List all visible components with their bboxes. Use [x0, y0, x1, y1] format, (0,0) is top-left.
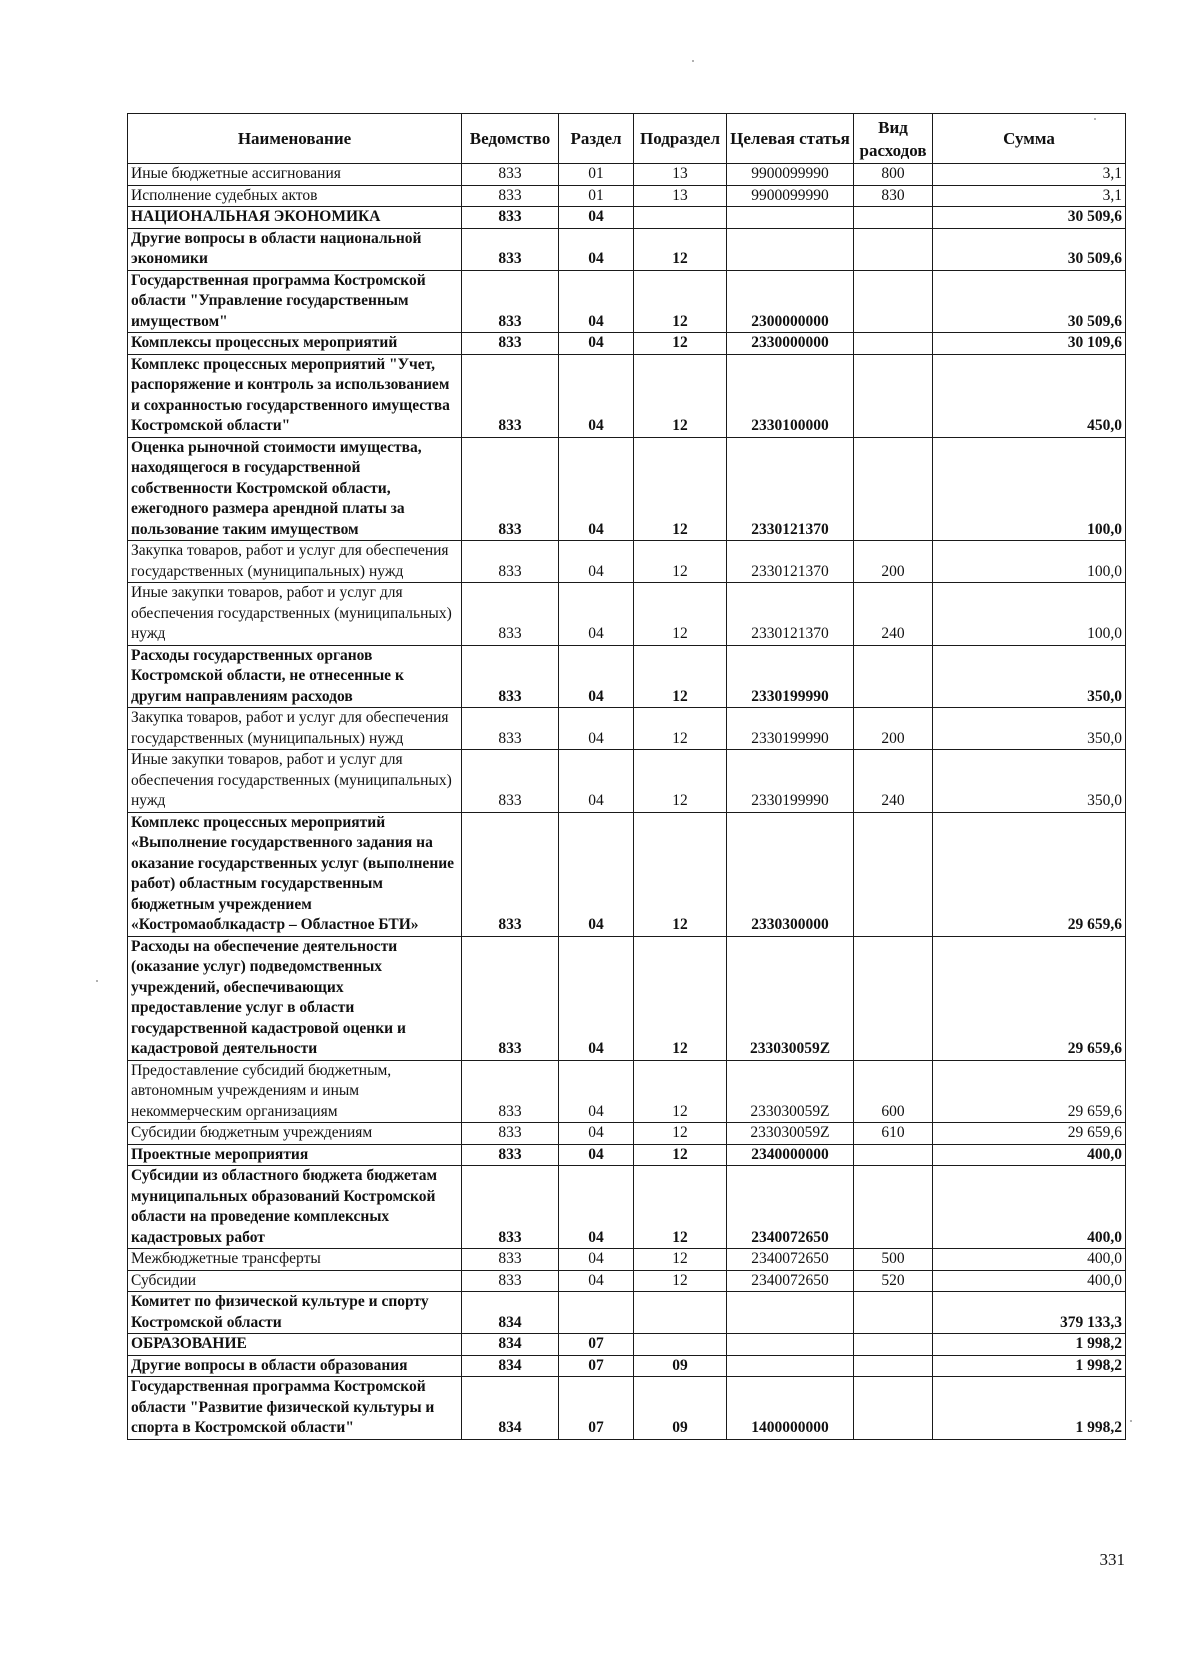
cell-subsection	[634, 1292, 727, 1334]
cell-sum: 400,0	[933, 1144, 1126, 1166]
header-dept: Ведомство	[462, 114, 559, 164]
table-row	[128, 1292, 1126, 1334]
cell-kind: 800	[854, 164, 933, 186]
table-row	[128, 541, 1126, 583]
cell-name: Исполнение судебных актов	[128, 185, 462, 207]
cell-target	[727, 207, 854, 229]
cell-dept: 834	[462, 1355, 559, 1377]
cell-section: 04	[559, 750, 634, 813]
cell-section: 04	[559, 270, 634, 333]
cell-target: 2340072650	[727, 1270, 854, 1292]
cell-dept: 833	[462, 936, 559, 1060]
cell-dept: 833	[462, 1123, 559, 1145]
cell-target	[727, 1355, 854, 1377]
cell-name: ОБРАЗОВАНИЕ	[128, 1334, 462, 1356]
table-row	[128, 1060, 1126, 1123]
cell-dept: 833	[462, 812, 559, 936]
cell-name: Проектные мероприятия	[128, 1144, 462, 1166]
cell-kind	[854, 333, 933, 355]
header-section: Раздел	[559, 114, 634, 164]
cell-target: 2330199990	[727, 645, 854, 708]
cell-target	[727, 1292, 854, 1334]
cell-subsection: 12	[634, 812, 727, 936]
cell-target	[727, 228, 854, 270]
cell-kind: 830	[854, 185, 933, 207]
cell-subsection: 12	[634, 1166, 727, 1249]
cell-kind: 200	[854, 708, 933, 750]
cell-sum: 29 659,6	[933, 1060, 1126, 1123]
cell-dept: 833	[462, 1166, 559, 1249]
cell-sum: 400,0	[933, 1166, 1126, 1249]
cell-name: Иные бюджетные ассигнования	[128, 164, 462, 186]
table-row	[128, 228, 1126, 270]
cell-dept: 833	[462, 270, 559, 333]
cell-subsection: 13	[634, 164, 727, 186]
cell-subsection	[634, 1334, 727, 1356]
cell-kind: 520	[854, 1270, 933, 1292]
cell-section: 04	[559, 541, 634, 583]
cell-target: 2340072650	[727, 1166, 854, 1249]
table-row	[128, 333, 1126, 355]
cell-sum: 29 659,6	[933, 812, 1126, 936]
cell-sum: 30 509,6	[933, 270, 1126, 333]
cell-name: Субсидии бюджетным учреждениям	[128, 1123, 462, 1145]
cell-section: 04	[559, 207, 634, 229]
table-row	[128, 354, 1126, 437]
cell-kind	[854, 1166, 933, 1249]
cell-dept: 834	[462, 1377, 559, 1440]
page-number: 331	[1099, 1550, 1125, 1569]
cell-target: 2330121370	[727, 583, 854, 646]
cell-target: 233030059Z	[727, 1123, 854, 1145]
cell-kind	[854, 1377, 933, 1440]
table-row	[128, 750, 1126, 813]
cell-kind	[854, 228, 933, 270]
cell-subsection: 12	[634, 270, 727, 333]
cell-kind: 610	[854, 1123, 933, 1145]
table-row	[128, 164, 1126, 186]
cell-subsection: 09	[634, 1377, 727, 1440]
cell-name: Государственная программа Костромской области "Развитие физической культуры и спорта в Костромской области"	[128, 1377, 462, 1440]
cell-dept: 833	[462, 333, 559, 355]
table-row	[128, 1377, 1126, 1440]
cell-name: Расходы государственных органов Костромской области, не отнесенные к другим направлениям расходов	[128, 645, 462, 708]
cell-name: Другие вопросы в области образования	[128, 1355, 462, 1377]
cell-kind	[854, 645, 933, 708]
cell-target: 9900099990	[727, 164, 854, 186]
cell-sum: 30 109,6	[933, 333, 1126, 355]
cell-dept: 834	[462, 1292, 559, 1334]
cell-section: 07	[559, 1377, 634, 1440]
cell-subsection: 12	[634, 936, 727, 1060]
table-row	[128, 1123, 1126, 1145]
cell-target: 2330199990	[727, 750, 854, 813]
table-row	[128, 1334, 1126, 1356]
cell-subsection: 12	[634, 1060, 727, 1123]
cell-sum: 350,0	[933, 708, 1126, 750]
cell-section: 07	[559, 1355, 634, 1377]
cell-section: 01	[559, 164, 634, 186]
cell-kind	[854, 1355, 933, 1377]
cell-sum: 3,1	[933, 164, 1126, 186]
header-kind: Вид расходов	[854, 114, 933, 164]
cell-target: 2330300000	[727, 812, 854, 936]
cell-dept: 833	[462, 1144, 559, 1166]
cell-kind: 200	[854, 541, 933, 583]
cell-kind	[854, 270, 933, 333]
cell-target: 2330000000	[727, 333, 854, 355]
cell-sum: 379 133,3	[933, 1292, 1126, 1334]
cell-kind	[854, 207, 933, 229]
cell-kind	[854, 437, 933, 541]
cell-section: 04	[559, 228, 634, 270]
cell-target: 233030059Z	[727, 936, 854, 1060]
cell-dept: 833	[462, 541, 559, 583]
cell-subsection: 12	[634, 1249, 727, 1271]
cell-sum: 30 509,6	[933, 207, 1126, 229]
table-body	[128, 164, 1126, 1440]
cell-sum: 100,0	[933, 541, 1126, 583]
table-row	[128, 812, 1126, 936]
cell-target: 2330121370	[727, 437, 854, 541]
table-row	[128, 437, 1126, 541]
cell-name: Предоставление субсидий бюджетным, автономным учреждениям и иным некоммерческим организациям	[128, 1060, 462, 1123]
cell-section: 04	[559, 1270, 634, 1292]
cell-name: Другие вопросы в области национальной экономики	[128, 228, 462, 270]
table-row	[128, 207, 1126, 229]
cell-name: Расходы на обеспечение деятельности (оказание услуг) подведомственных учреждений, обеспечивающих предоставление услуг в области государственной кадастровой оценки и кадастровой деятельности	[128, 936, 462, 1060]
cell-sum: 1 998,2	[933, 1355, 1126, 1377]
cell-sum: 30 509,6	[933, 228, 1126, 270]
cell-section: 04	[559, 1123, 634, 1145]
cell-name: Комитет по физической культуре и спорту Костромской области	[128, 1292, 462, 1334]
cell-subsection: 12	[634, 708, 727, 750]
cell-kind	[854, 936, 933, 1060]
cell-subsection: 09	[634, 1355, 727, 1377]
cell-subsection: 12	[634, 1270, 727, 1292]
scan-speck	[96, 980, 98, 982]
cell-sum: 400,0	[933, 1249, 1126, 1271]
cell-dept: 833	[462, 708, 559, 750]
cell-name: Комплекс процессных мероприятий "Учет, распоряжение и контроль за использованием и сохранностью государственного имущества Костромской области"	[128, 354, 462, 437]
cell-section	[559, 1292, 634, 1334]
cell-section: 04	[559, 1060, 634, 1123]
cell-name: Субсидии	[128, 1270, 462, 1292]
cell-target: 2330199990	[727, 708, 854, 750]
scan-speck	[692, 60, 694, 62]
header-target: Целевая статья	[727, 114, 854, 164]
cell-section: 04	[559, 437, 634, 541]
cell-section: 04	[559, 583, 634, 646]
cell-subsection: 12	[634, 1123, 727, 1145]
cell-kind	[854, 1334, 933, 1356]
cell-dept: 833	[462, 164, 559, 186]
table-row	[128, 1249, 1126, 1271]
cell-subsection: 12	[634, 354, 727, 437]
cell-dept: 833	[462, 185, 559, 207]
cell-target: 2340072650	[727, 1249, 854, 1271]
cell-target: 2300000000	[727, 270, 854, 333]
cell-sum: 350,0	[933, 750, 1126, 813]
cell-dept: 834	[462, 1334, 559, 1356]
cell-section: 04	[559, 1144, 634, 1166]
cell-subsection: 12	[634, 437, 727, 541]
cell-subsection: 12	[634, 750, 727, 813]
header-sum: Сумма	[933, 114, 1126, 164]
cell-name: Закупка товаров, работ и услуг для обеспечения государственных (муниципальных) нужд	[128, 708, 462, 750]
cell-dept: 833	[462, 354, 559, 437]
cell-target	[727, 1334, 854, 1356]
cell-name: Закупка товаров, работ и услуг для обеспечения государственных (муниципальных) нужд	[128, 541, 462, 583]
cell-kind	[854, 1292, 933, 1334]
table-row	[128, 645, 1126, 708]
scan-speck	[1094, 118, 1096, 120]
cell-dept: 833	[462, 645, 559, 708]
cell-subsection: 12	[634, 583, 727, 646]
cell-subsection: 12	[634, 645, 727, 708]
cell-subsection: 12	[634, 541, 727, 583]
cell-dept: 833	[462, 228, 559, 270]
cell-dept: 833	[462, 207, 559, 229]
header-subsection: Подраздел	[634, 114, 727, 164]
cell-name: НАЦИОНАЛЬНАЯ ЭКОНОМИКА	[128, 207, 462, 229]
cell-section: 04	[559, 936, 634, 1060]
cell-sum: 1 998,2	[933, 1377, 1126, 1440]
cell-section: 04	[559, 812, 634, 936]
cell-dept: 833	[462, 1270, 559, 1292]
cell-section: 01	[559, 185, 634, 207]
cell-name: Субсидии из областного бюджета бюджетам муниципальных образований Костромской области на проведение комплексных кадастровых работ	[128, 1166, 462, 1249]
table-row	[128, 936, 1126, 1060]
cell-sum: 450,0	[933, 354, 1126, 437]
cell-sum: 100,0	[933, 437, 1126, 541]
cell-kind	[854, 812, 933, 936]
table-row	[128, 583, 1126, 646]
table-row	[128, 1270, 1126, 1292]
cell-subsection	[634, 207, 727, 229]
cell-name: Комплексы процессных мероприятий	[128, 333, 462, 355]
cell-name: Комплекс процессных мероприятий «Выполнение государственного задания на оказание государственных услуг (выполнение работ) областным государственным бюджетным учреждением «Костромаоблкадастр – Областное БТИ»	[128, 812, 462, 936]
cell-kind	[854, 1144, 933, 1166]
cell-dept: 833	[462, 1060, 559, 1123]
cell-section: 07	[559, 1334, 634, 1356]
cell-sum: 350,0	[933, 645, 1126, 708]
cell-kind: 600	[854, 1060, 933, 1123]
cell-name: Межбюджетные трансферты	[128, 1249, 462, 1271]
cell-sum: 1 998,2	[933, 1334, 1126, 1356]
budget-table	[127, 113, 1126, 1440]
cell-sum: 400,0	[933, 1270, 1126, 1292]
table-row	[128, 185, 1126, 207]
cell-sum: 29 659,6	[933, 936, 1126, 1060]
cell-section: 04	[559, 645, 634, 708]
cell-section: 04	[559, 708, 634, 750]
cell-dept: 833	[462, 1249, 559, 1271]
cell-name: Иные закупки товаров, работ и услуг для обеспечения государственных (муниципальных) нужд	[128, 583, 462, 646]
cell-subsection: 12	[634, 1144, 727, 1166]
cell-kind: 240	[854, 750, 933, 813]
cell-sum: 100,0	[933, 583, 1126, 646]
cell-dept: 833	[462, 583, 559, 646]
cell-dept: 833	[462, 437, 559, 541]
table-row	[128, 270, 1126, 333]
cell-subsection: 12	[634, 333, 727, 355]
cell-sum: 3,1	[933, 185, 1126, 207]
cell-kind: 240	[854, 583, 933, 646]
cell-target: 233030059Z	[727, 1060, 854, 1123]
cell-subsection: 12	[634, 228, 727, 270]
cell-target: 9900099990	[727, 185, 854, 207]
cell-name: Государственная программа Костромской области "Управление государственным имуществом"	[128, 270, 462, 333]
cell-kind	[854, 354, 933, 437]
scan-speck	[1130, 1420, 1132, 1422]
cell-section: 04	[559, 354, 634, 437]
cell-sum: 29 659,6	[933, 1123, 1126, 1145]
table-row	[128, 1355, 1126, 1377]
cell-subsection: 13	[634, 185, 727, 207]
table-row	[128, 708, 1126, 750]
cell-section: 04	[559, 1249, 634, 1271]
cell-name: Иные закупки товаров, работ и услуг для обеспечения государственных (муниципальных) нужд	[128, 750, 462, 813]
header-row	[128, 114, 1126, 164]
cell-dept: 833	[462, 750, 559, 813]
cell-name: Оценка рыночной стоимости имущества, находящегося в государственной собственности Костромской области, ежегодного размера арендной платы за пользование таким имуществом	[128, 437, 462, 541]
cell-kind: 500	[854, 1249, 933, 1271]
cell-target: 2340000000	[727, 1144, 854, 1166]
header-name: Наименование	[128, 114, 462, 164]
cell-target: 1400000000	[727, 1377, 854, 1440]
cell-section: 04	[559, 333, 634, 355]
table-row	[128, 1144, 1126, 1166]
cell-section: 04	[559, 1166, 634, 1249]
table-row	[128, 1166, 1126, 1249]
cell-target: 2330121370	[727, 541, 854, 583]
cell-target: 2330100000	[727, 354, 854, 437]
